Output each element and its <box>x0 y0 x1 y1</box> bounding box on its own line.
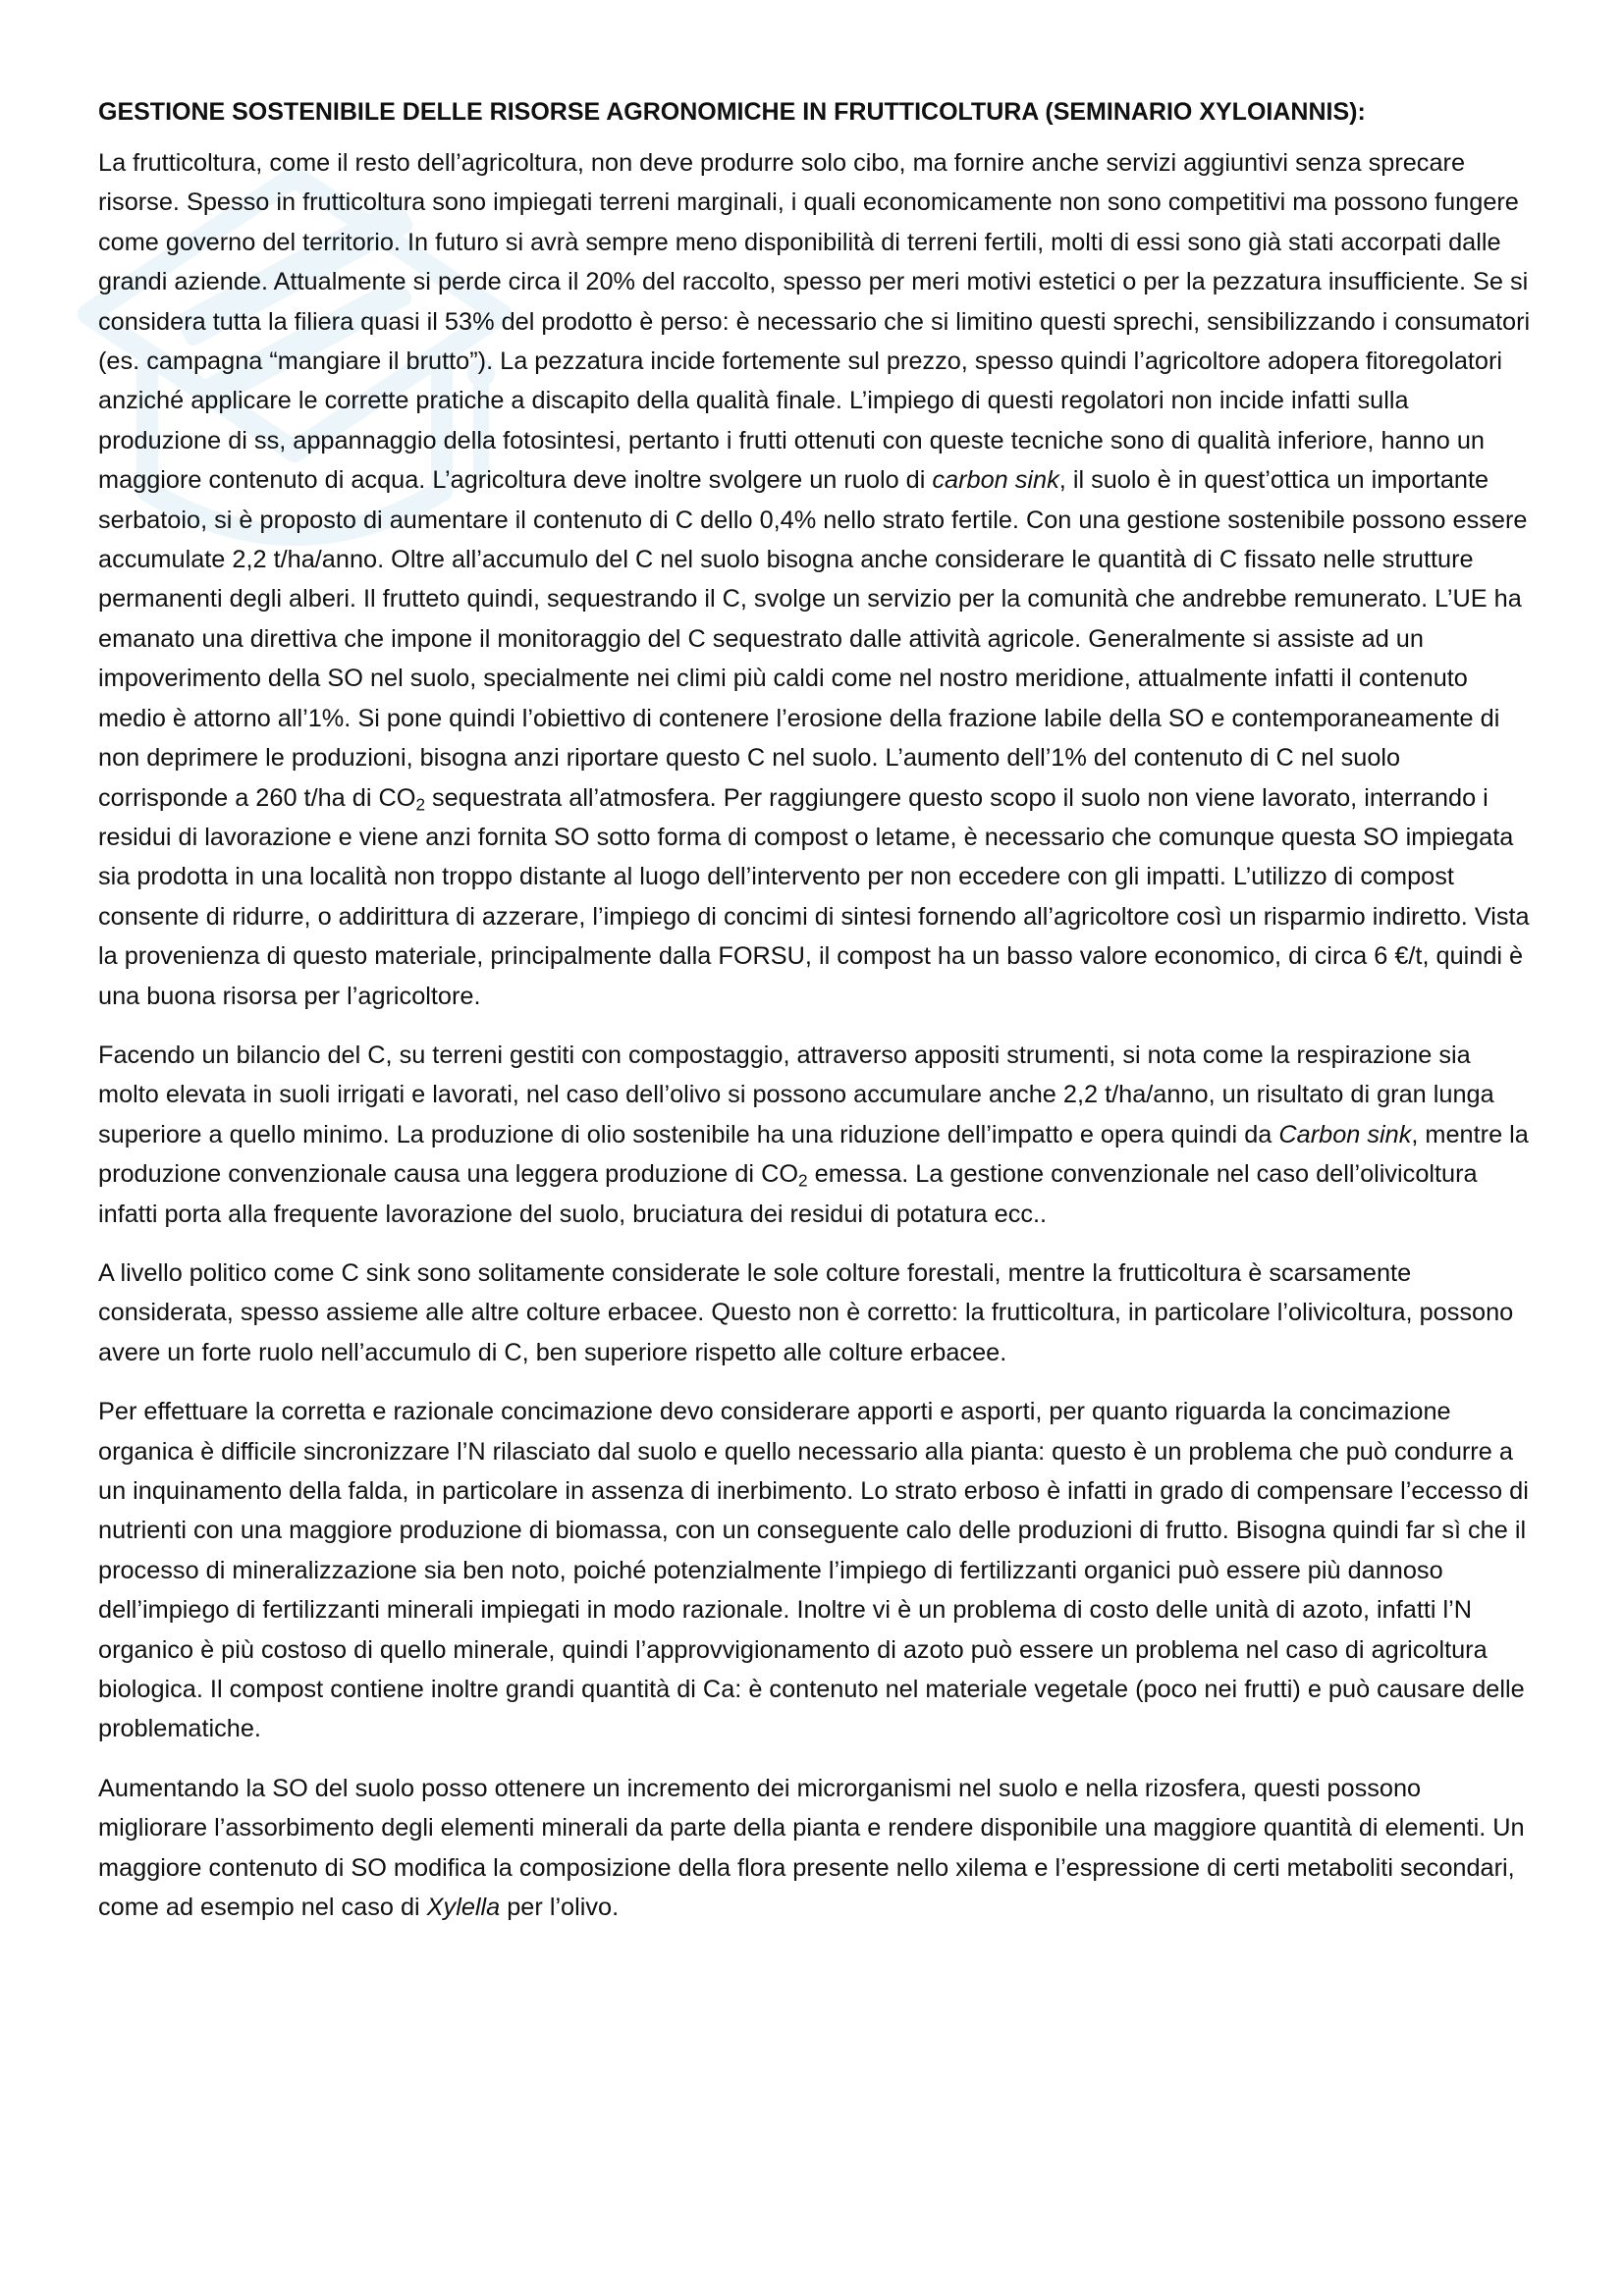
text-segment: Per effettuare la corretta e razionale concimazione devo considerare apporti e asporti, per quanto riguarda la concimazione organica è difficile sincronizzare l’N rilasciato dal suolo e quello necessario alla pianta: questo è un problema che può condurre a un inquinamento della falda, in particolare in assenza di inerbimento. Lo strato erboso è infatti in grado di compensare l’eccesso di nutrienti con una maggiore produzione di biomassa, con un conseguente calo delle produzioni di frutto. Bisogna quindi far sì che il processo di mineralizzazione sia ben noto, poiché potenzialmente l’impiego di fertilizzanti organici può essere più dannoso dell’impiego di fertilizzanti minerali impiegati in modo razionale. Inoltre vi è un problema di costo delle unità di azoto, infatti l’N organico è più costoso di quello minerale, quindi l’approvvigionamento di azoto può essere un problema nel caso di agricoltura biologica. Il compost contiene inoltre grandi quantità di Ca: è contenuto nel materiale vegetale (poco nei frutti) e può causare delle problematiche. <box>98 1398 1529 1743</box>
paragraph-4 <box>98 1392 1532 1749</box>
paragraph-2 <box>98 1036 1532 1234</box>
text-segment: Aumentando la SO del suolo posso ottenere un incremento dei microrganismi nel suolo e nella rizosfera, questi possono migliorare l’assorbimento degli elementi minerali da parte della pianta e rendere disponibile una maggiore quantità di elementi. Un maggiore contenuto di SO modifica la composizione della flora presente nello xilema e l’espressione di certi metaboliti secondari, come ad esempio nel caso di <box>98 1774 1525 1922</box>
document-body <box>98 94 1532 1947</box>
text-segment: sequestrata all’atmosfera. Per raggiungere questo scopo il suolo non viene lavorato, interrando i residui di lavorazione e viene anzi fornita SO sotto forma di compost o letame, è necessario che comunque questa SO impiegata sia prodotta in una località non troppo distante al luogo dell’intervento per non eccedere con gli impatti. L’utilizzo di compost consente di ridurre, o addirittura di azzerare, l’impiego di concimi di sintesi fornendo all’agricoltore così un risparmio indiretto. Vista la provenienza di questo materiale, principalmente dalla FORSU, il compost ha un basso valore economico, di circa 6 €/t, quindi è una buona risorsa per l’agricoltore. <box>98 783 1530 1010</box>
subscript: 2 <box>415 793 425 814</box>
text-segment: , mentre la produzione convenzionale causa una leggera produzione di CO <box>98 1120 1529 1189</box>
paragraph-1 <box>98 143 1532 1016</box>
text-segment: Facendo un bilancio del C, su terreni gestiti con compostaggio, attraverso appositi strumenti, si nota come la respirazione sia molto elevata in suoli irrigati e lavorati, nel caso dell’olivo si possono accumulare anche 2,2 t/ha/anno, un risultato di gran lunga superiore a quello minimo. La produzione di olio sostenibile ha una riduzione dell’impatto e opera quindi da <box>98 1041 1494 1148</box>
document-title: GESTIONE SOSTENIBILE DELLE RISORSE AGRONOMICHE IN FRUTTICOLTURA (SEMINARIO XYLOIANNIS): <box>98 98 1366 126</box>
text-segment: , il suolo è in quest’ottica un importante serbatoio, si è proposto di aumentare il contenuto di C dello 0,4% nello strato fertile. Con una gestione sostenibile possono essere accumulate 2,2 t/ha/anno. Oltre all’accumulo del C nel suolo bisogna anche considerare le quantità di C fissato nelle strutture permanenti degli alberi. Il frutteto quindi, sequestrando il C, svolge un servizio per la comunità che andrebbe remunerato. L’UE ha emanato una direttiva che impone il monitoraggio del C sequestrato dalle attività agricole. Generalmente si assiste ad un impoverimento della SO nel suolo, specialmente nei climi più caldi come nel nostro meridione, attualmente infatti il contenuto medio è attorno all’1%. Si pone quindi l’obiettivo di contenere l’erosione della frazione labile della SO e contemporaneamente di non deprimere le produzioni, bisogna anzi riportare questo C nel suolo. L’aumento dell’1% del contenuto di C nel suolo corrisponde a 260 t/ha di CO <box>98 466 1528 812</box>
paragraph-3 <box>98 1254 1532 1372</box>
italic-term: Carbon sink <box>1278 1120 1412 1148</box>
italic-term: carbon sink <box>932 466 1059 495</box>
subscript: 2 <box>798 1170 808 1191</box>
italic-term: Xylella <box>426 1894 501 1922</box>
text-segment: emessa. La gestione convenzionale nel caso dell’olivicoltura infatti porta alla frequente lavorazione del suolo, bruciatura dei residui di potatura ecc.. <box>98 1160 1478 1228</box>
text-segment: A livello politico come C sink sono solitamente considerate le sole colture forestali, mentre la frutticoltura è scarsamente considerata, spesso assieme alle altre colture erbacee. Questo non è corretto: la frutticoltura, in particolare l’olivicoltura, possono avere un forte ruolo nell’accumulo di C, ben superiore rispetto alle colture erbacee. <box>98 1258 1514 1366</box>
paragraph-5 <box>98 1769 1532 1928</box>
text-segment: La frutticoltura, come il resto dell’agricoltura, non deve produrre solo cibo, ma fornire anche servizi aggiuntivi senza sprecare risorse. Spesso in frutticoltura sono impiegati terreni marginali, i quali economicamente non sono competitivi ma possono fungere come governo del territorio. In futuro si avrà sempre meno disponibilità di terreni fertili, molti di essi sono già stati accorpati dalle grandi aziende. Attualmente si perde circa il 20% del raccolto, spesso per meri motivi estetici o per la pezzatura insufficiente. Se si considera tutta la filiera quasi il 53% del prodotto è perso: è necessario che si limitino questi sprechi, sensibilizzando i consumatori (es. campagna “mangiare il brutto”). La pezzatura incide fortemente sul prezzo, spesso quindi l’agricoltore adopera fitoregolatori anziché applicare le corrette pratiche a discapito della qualità finale. L’impiego di questi regolatori non incide infatti sulla produzione di ss, appannaggio della fotosintesi, pertanto i frutti ottenuti con queste tecniche sono di qualità inferiore, hanno un maggiore contenuto di acqua. L’agricoltura deve inoltre svolgere un ruolo di <box>98 149 1531 495</box>
text-segment: per l’olivo. <box>500 1894 620 1922</box>
paragraph-list <box>98 143 1532 1927</box>
